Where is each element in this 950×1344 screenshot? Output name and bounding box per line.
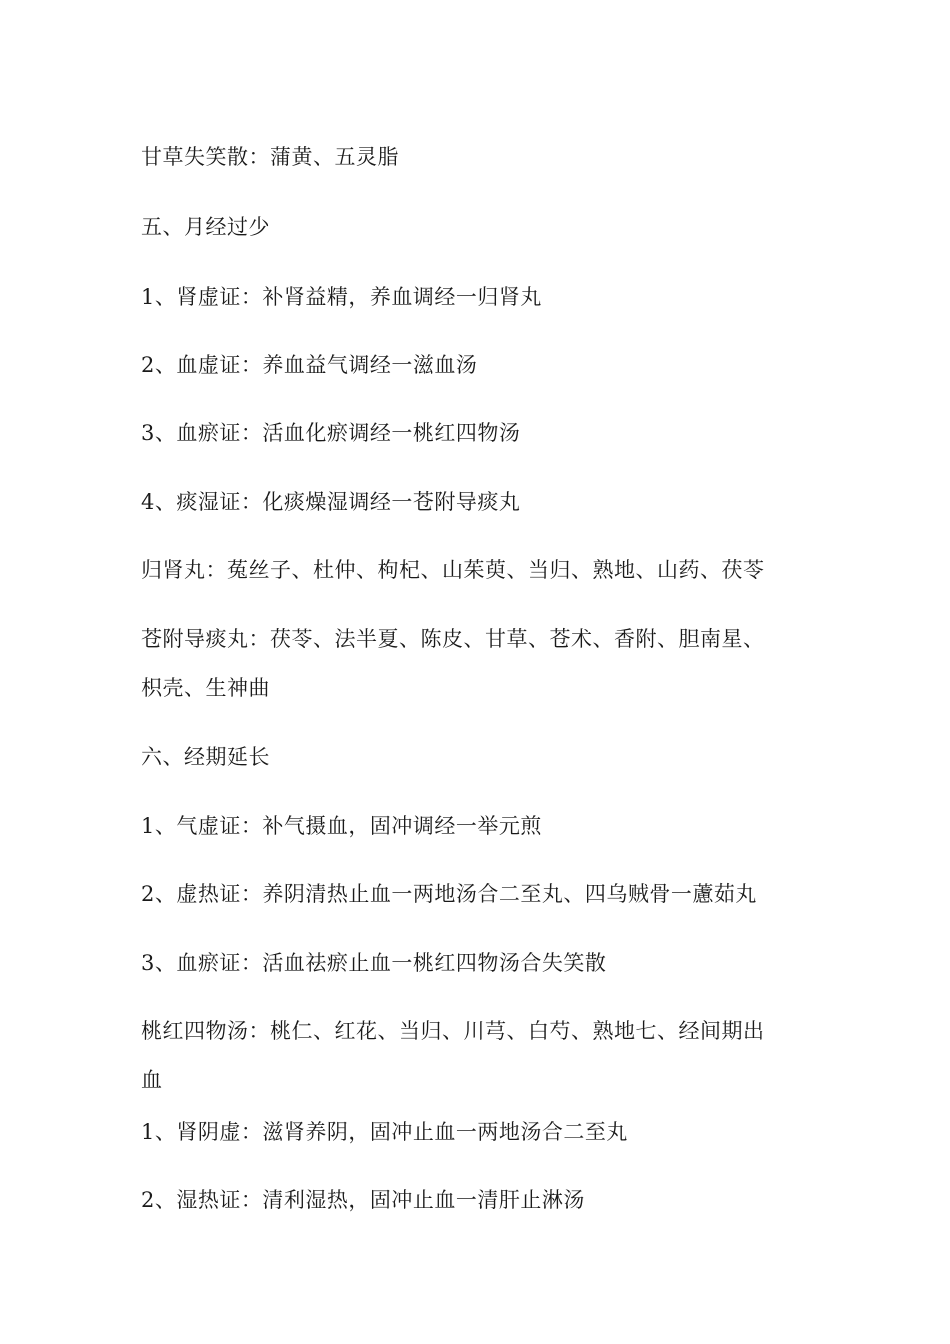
heading-section-6: 六、经期延长 xyxy=(141,745,270,769)
text-line-item-2c: 2、湿热证：清利湿热，固冲止血一清肝止淋汤 xyxy=(141,1188,585,1212)
text-line-item-2b: 2、虚热证：养阴清热止血一两地汤合二至丸、四乌贼骨一藘茹丸 xyxy=(141,882,757,906)
text-line-formula-taohong-1: 桃红四物汤：桃仁、红花、当归、川芎、白芍、熟地七、经间期出 xyxy=(141,1019,765,1043)
heading-section-5: 五、月经过少 xyxy=(141,215,270,239)
text-line-item-1c: 1、肾阴虚：滋肾养阴，固冲止血一两地汤合二至丸 xyxy=(141,1120,628,1144)
text-line-formula-cangfu-1: 苍附导痰丸：茯苓、法半夏、陈皮、甘草、苍术、香附、胆南星、 xyxy=(141,627,765,651)
text-line-item-1b: 1、气虚证：补气摄血，固冲调经一举元煎 xyxy=(141,814,542,838)
text-line-formula-guishen: 归肾丸：菟丝子、杜仲、枸杞、山茱萸、当归、熟地、山药、茯苓 xyxy=(141,558,765,582)
text-line-item-1: 1、肾虚证：补肾益精，养血调经一归肾丸 xyxy=(141,285,542,309)
text-line-formula-cangfu-2: 枳壳、生神曲 xyxy=(141,676,270,700)
text-line-item-3: 3、血瘀证：活血化瘀调经一桃红四物汤 xyxy=(141,421,521,445)
text-line-item-3b: 3、血瘀证：活血祛瘀止血一桃红四物汤合失笑散 xyxy=(141,951,607,975)
text-line-formula-gancao-shixiao: 甘草失笑散：蒲黄、五灵脂 xyxy=(141,145,399,169)
text-line-formula-taohong-2: 血 xyxy=(141,1068,163,1092)
text-line-item-4: 4、痰湿证：化痰燥湿调经一苍附导痰丸 xyxy=(141,490,521,514)
text-line-item-2: 2、血虚证：养血益气调经一滋血汤 xyxy=(141,353,478,377)
